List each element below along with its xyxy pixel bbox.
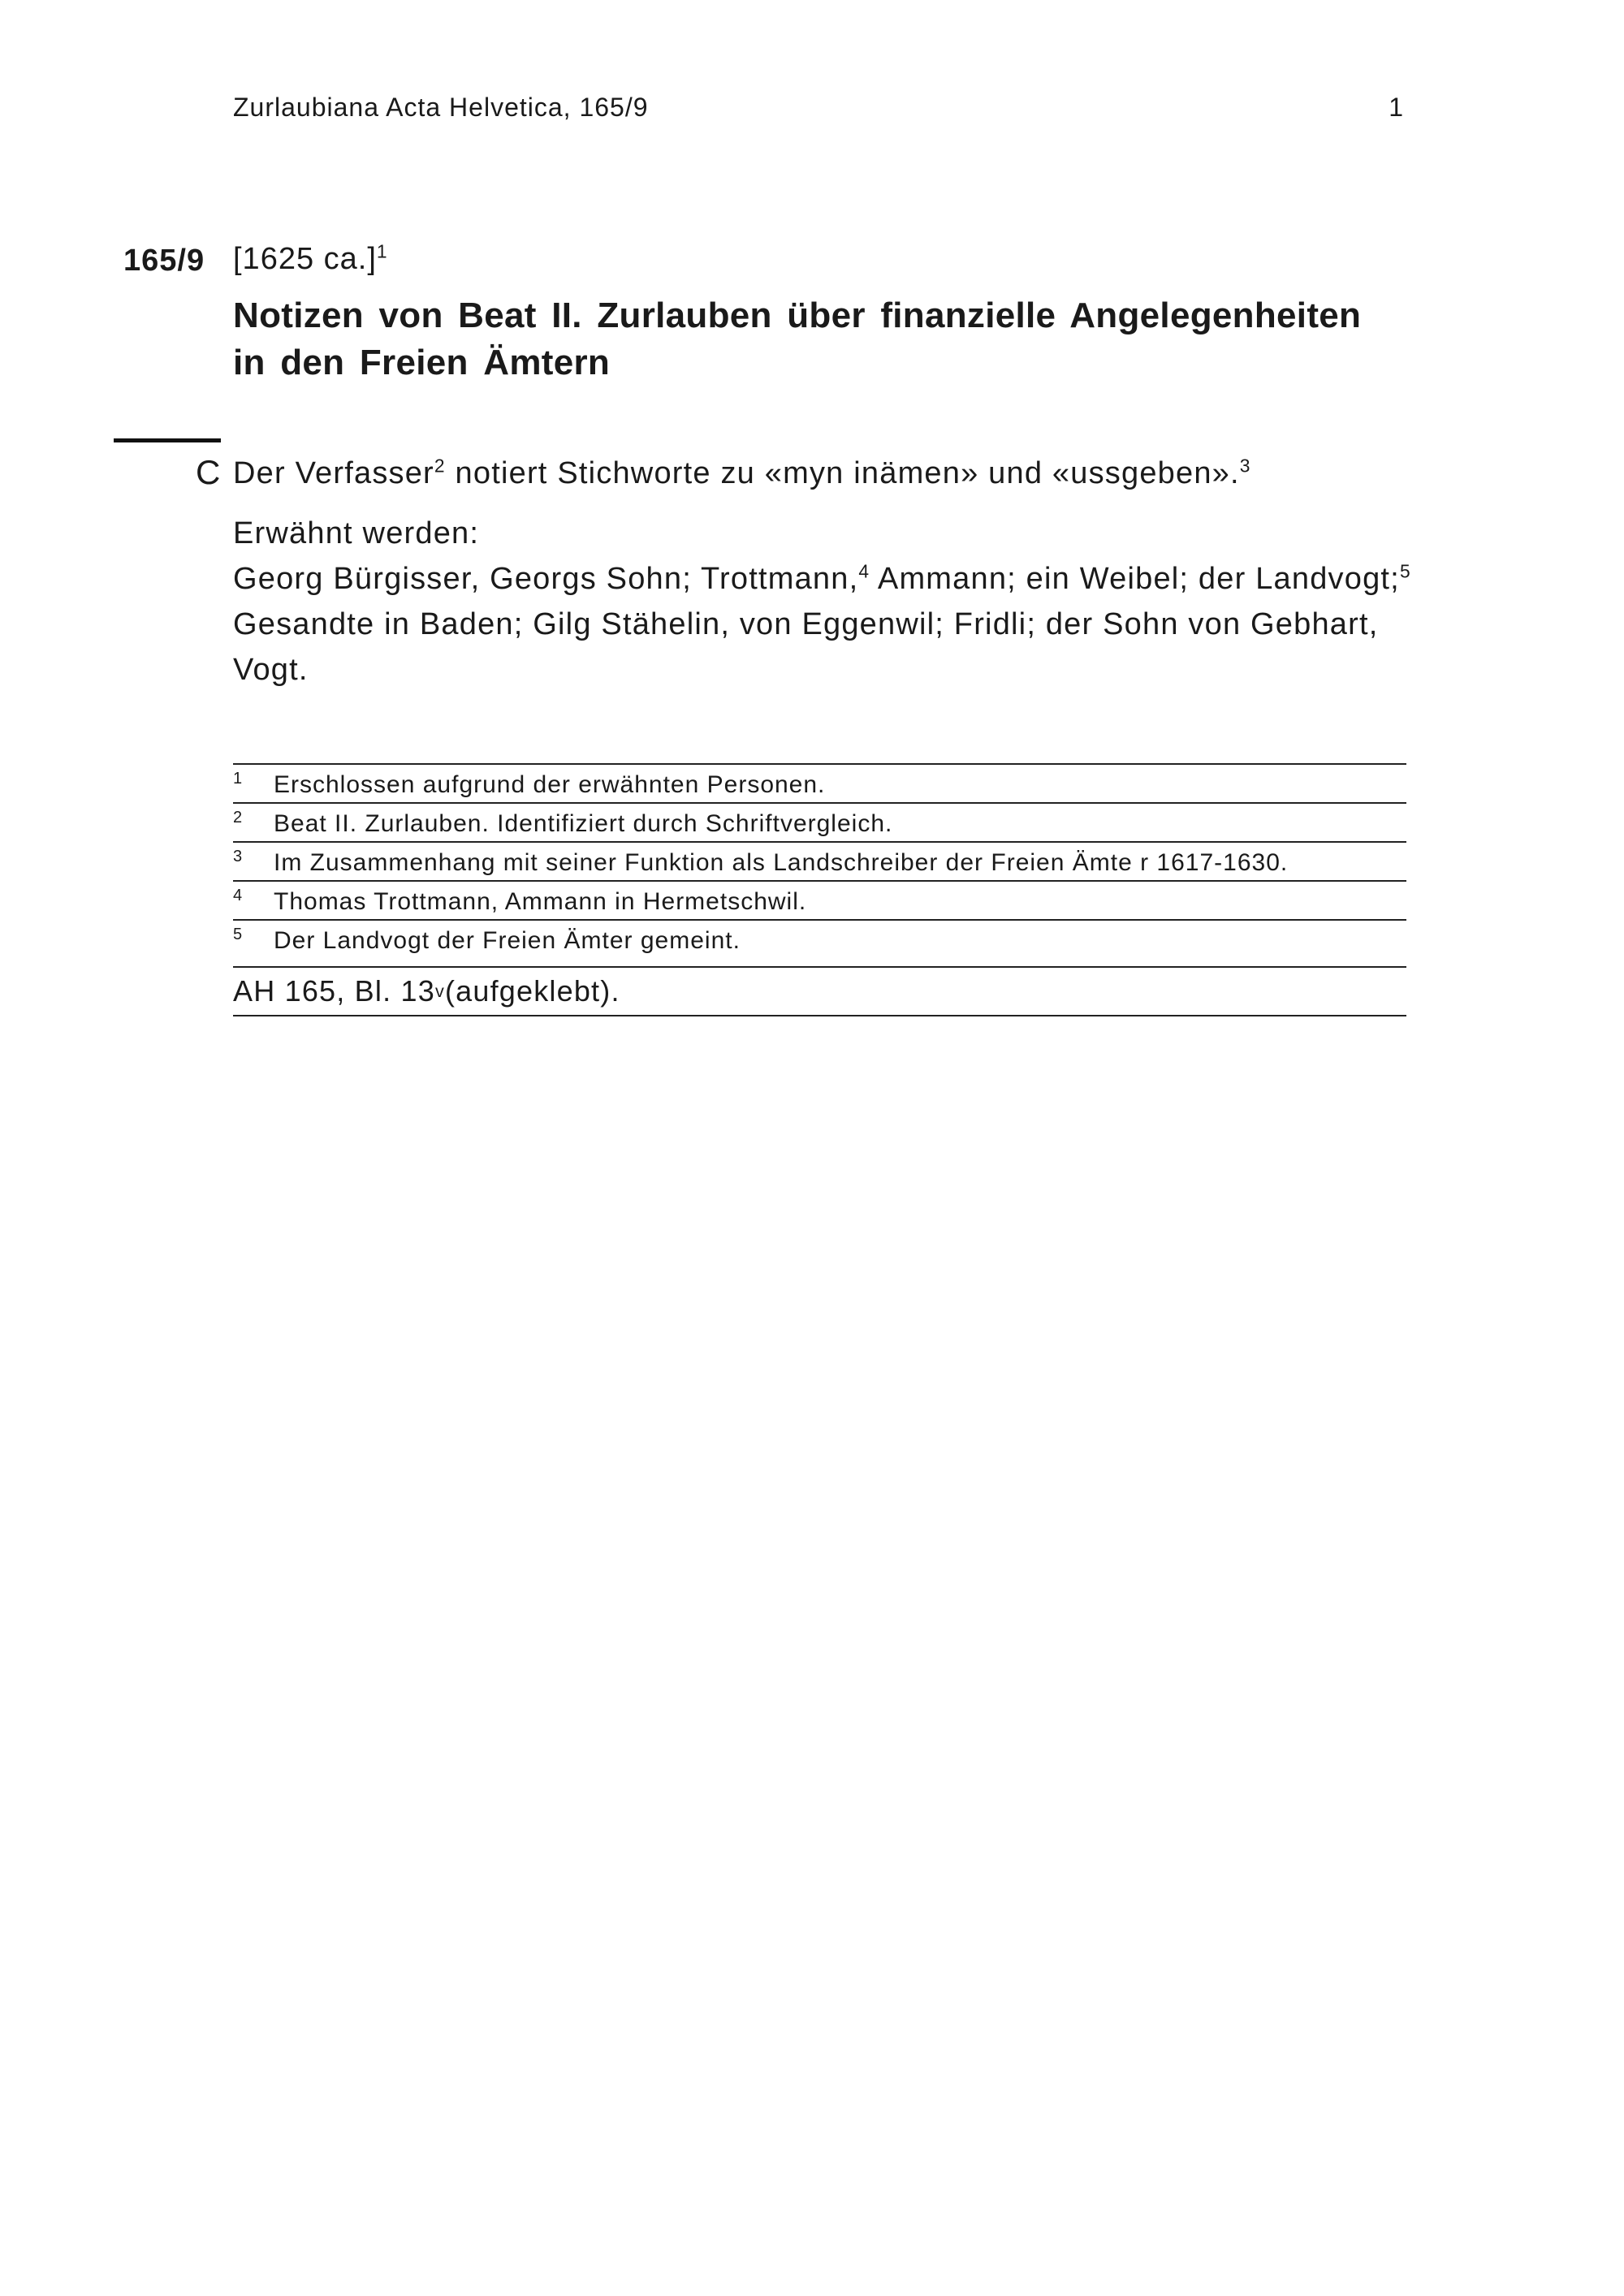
footnote-number: 1 xyxy=(233,770,244,788)
summary-paragraph xyxy=(233,451,1419,496)
footnote-item xyxy=(233,841,1406,880)
footnote-ref-5: 5 xyxy=(1399,560,1411,582)
summary-text-2: notiert Stichworte zu «myn inämen» und «ussgeben». xyxy=(445,456,1240,490)
footnote-item xyxy=(233,880,1406,919)
footnote-ref-3: 3 xyxy=(1239,455,1251,477)
mentioned-text-1: Georg Bürgisser, Georgs Sohn; Trottmann, xyxy=(233,562,859,596)
footnote-item xyxy=(233,763,1406,802)
document-number: 165/9 xyxy=(123,244,205,278)
section-letter: C xyxy=(196,453,221,491)
document-date xyxy=(233,242,388,277)
section-body xyxy=(233,451,1419,693)
footnote-number: 2 xyxy=(233,809,244,826)
mentioned-text-2: Ammann; ein Weibel; der Landvogt; xyxy=(870,562,1400,596)
mentioned-list xyxy=(233,556,1419,693)
footnote-item xyxy=(233,802,1406,841)
document-title: Notizen von Beat II. Zurlauben über finanzielle Angelegenheiten in den Freien Ämtern xyxy=(233,296,1362,382)
footnote-ref-2: 2 xyxy=(434,455,446,477)
running-header: Zurlaubiana Acta Helvetica, 165/9 xyxy=(233,93,649,122)
source-reference: AH 165, Bl. 13 v (aufgeklebt). xyxy=(233,966,1406,1016)
summary-text-1: Der Verfasser xyxy=(233,456,434,490)
mentioned-label: Erwähnt werden: xyxy=(233,516,480,550)
footnote-ref-4: 4 xyxy=(858,560,870,582)
footnote-text: Beat II. Zurlauben. Identifiziert durch Schriftvergleich. xyxy=(274,810,893,837)
source-text-2: (aufgeklebt). xyxy=(444,974,620,1008)
date-text: [1625 ca.] xyxy=(233,242,377,276)
footnote-text: Im Zusammenhang mit seiner Funktion als Landschreiber der Freien Ämte r 1617-1630. xyxy=(274,849,1289,876)
section-divider xyxy=(114,438,221,442)
source-text-1: AH 165, Bl. 13 xyxy=(233,974,435,1008)
footnote-text: Thomas Trottmann, Ammann in Hermetschwil. xyxy=(274,888,807,915)
footnote-text: Der Landvogt der Freien Ämter gemeint. xyxy=(274,927,741,954)
footnote-item xyxy=(233,919,1406,958)
page-number: 1 xyxy=(1389,93,1403,122)
footnote-ref-1: 1 xyxy=(376,240,388,262)
footnote-number: 3 xyxy=(233,848,244,865)
footnote-text: Erschlossen aufgrund der erwähnten Personen. xyxy=(274,771,826,798)
footnotes xyxy=(233,763,1406,1016)
footnote-number: 4 xyxy=(233,887,244,904)
mentioned-text-3: Gesandte in Baden; Gilg Stähelin, von Eggenwil; Fridli; der Sohn von Gebhart, Vogt. xyxy=(233,607,1379,687)
footnote-number: 5 xyxy=(233,926,244,943)
